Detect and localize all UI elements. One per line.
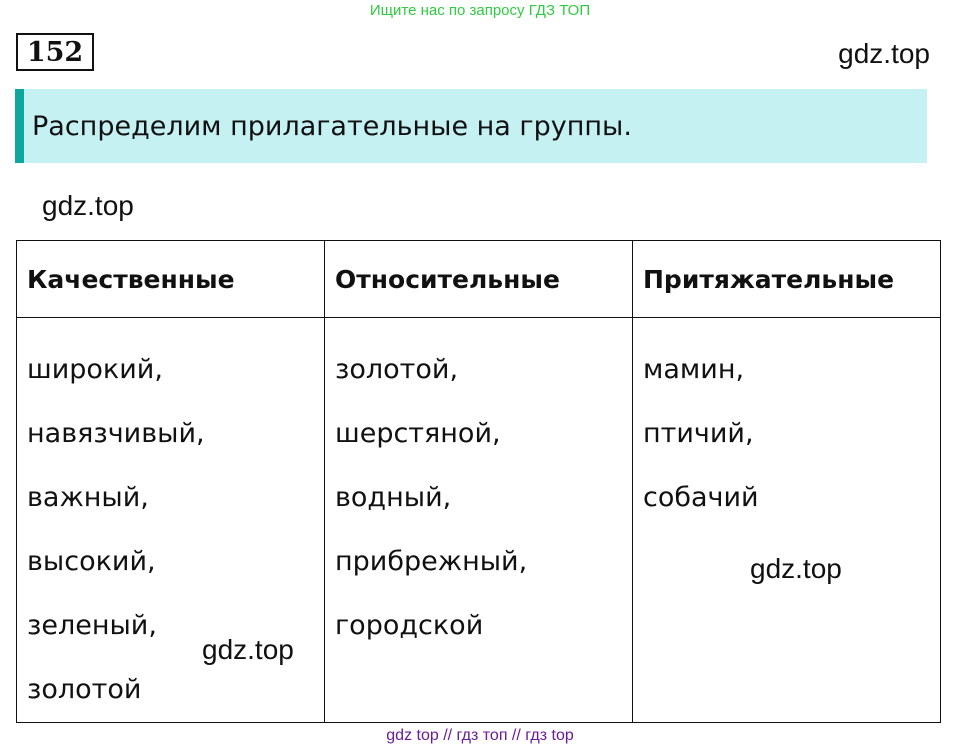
list-item: птичий, [643,418,754,449]
column-possessive [633,318,941,723]
list-item: навязчивый, [27,418,205,449]
table-row [17,318,941,723]
table-header-row [17,241,941,318]
list-item: золотой [27,674,142,705]
list-item: широкий, [27,354,163,385]
list-item: зеленый, [27,610,157,641]
watermark-left: gdz.top [42,190,134,221]
list-item: высокий, [27,546,156,577]
task-number: 152 [16,33,94,71]
adjective-groups-table [16,240,941,723]
header-relative: Относительные [325,241,633,318]
header-possessive: Притяжательные [633,241,941,318]
header-qualitative: Качественные [17,241,325,318]
list-item: золотой, [335,354,459,385]
task-instruction-box [15,89,927,163]
watermark-col1: gdz.top [202,634,294,665]
list-item: водный, [335,482,452,513]
list-item: шерстяной, [335,418,501,449]
task-instruction: Распределим прилагательные на группы. [32,110,632,142]
column-relative [325,318,633,723]
watermark-top-right: gdz.top [838,38,930,69]
list-item: важный, [27,482,149,513]
list-item: прибрежный, [335,546,528,577]
top-banner: Ищите нас по запросу ГДЗ ТОП [369,2,591,19]
list-item: собачий [643,482,759,513]
watermark-col3: gdz.top [750,553,842,584]
bottom-banner: gdz top // гдз топ // гдз top [386,727,574,744]
list-item: мамин, [643,354,745,385]
list-item: городской [335,610,484,641]
